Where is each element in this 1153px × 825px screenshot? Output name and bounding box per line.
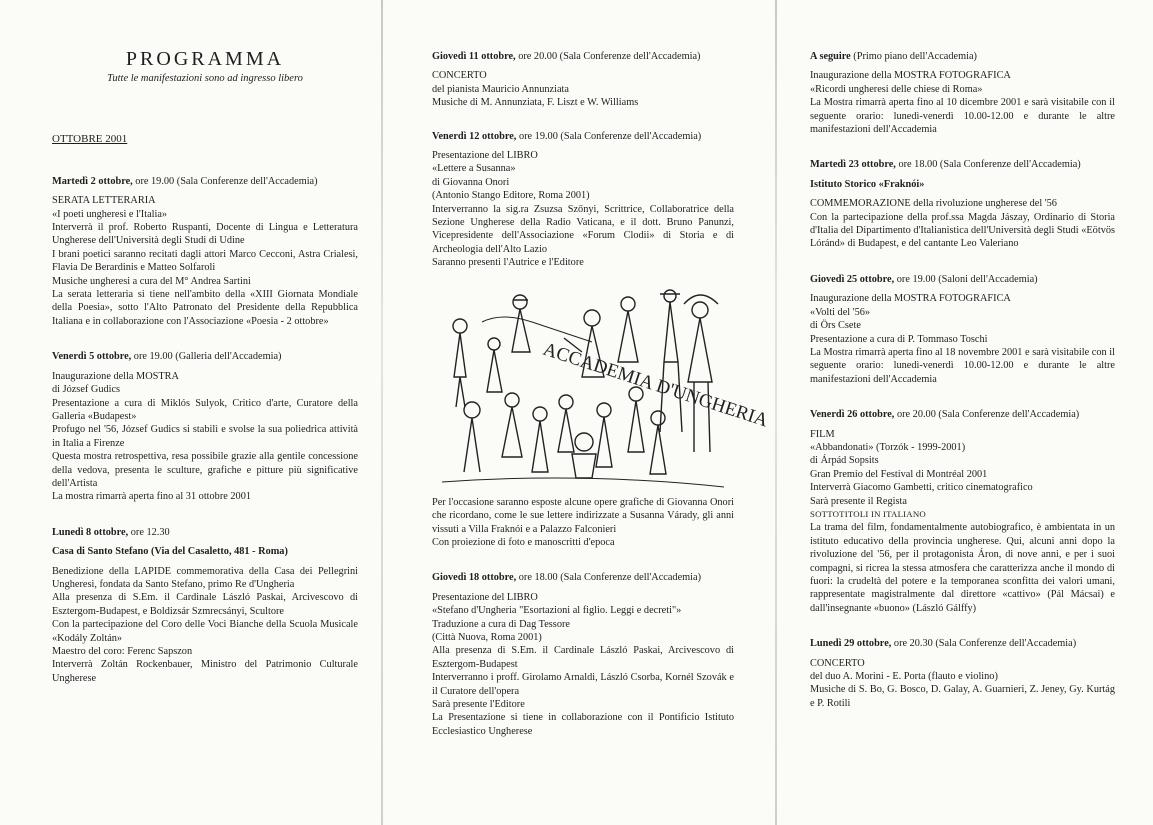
event-type: Inaugurazione della MOSTRA FOTOGRAFICA: [810, 293, 1011, 305]
event-line: del duo A. Morini - E. Porta (flauto e violino): [810, 671, 998, 683]
event-header: Lunedì 8 ottobre, ore 12.30: [52, 526, 170, 538]
event-5-ottobre: [52, 350, 358, 503]
event-line: Benedizione della LAPIDE commemorativa della Casa dei Pellegrini Ungheresi, fondata da Santo Stefano, primo Re d'Ungheria: [52, 565, 358, 590]
event-29-ottobre: [810, 637, 1115, 710]
event-header: Martedì 23 ottobre, ore 18.00 (Sala Conferenze dell'Accademia): [810, 159, 1081, 171]
event-type: SERATA LETTERARIA: [52, 195, 156, 207]
event-line: Sarà presente l'Editore: [432, 698, 525, 710]
subtitles-note: SOTTOTITOLI IN ITALIANO: [810, 508, 926, 519]
event-place: Istituto Storico «Fraknói»: [810, 178, 925, 190]
event-line: Con la partecipazione del Coro delle Voci Bianche della Scuola Musicale «Kodály Zoltán»: [52, 619, 358, 644]
event-line: La Presentazione si tiene in collaborazione con il Pontificio Istituto Ecclesiastico Ungherese: [432, 712, 734, 737]
event-line: La Mostra rimarrà aperta fino al 18 novembre 2001 e sarà visitabile con il seguente orario: lunedì-venerdì 10.00-12.00 e durante le altre manifestazioni dell'Accademia: [810, 346, 1115, 385]
event-line: di Árpád Sopsits: [810, 455, 879, 467]
event-subtitle: «I poeti ungheresi e l'Italia»: [52, 208, 168, 220]
event-line: Presentazione a cura di Miklós Sulyok, Critico d'arte, Curatore della Galleria «Budapest»: [52, 397, 358, 422]
event-line: Per l'occasione saranno esposte alcune opere grafiche di Giovanna Onori che ricordano, come le sue lettere indirizzate a Susanna Várady, gli anni vissuti a Villa Fraknói e a Palazzo Falconieri: [432, 496, 734, 535]
programme-subtitle: Tutte le manifestazioni sono ad ingresso libero: [107, 73, 303, 84]
event-line: Maestro del coro: Ferenc Sapszon: [52, 646, 193, 657]
event-line: Sarà presente il Regista: [810, 495, 907, 507]
event-11-ottobre: [432, 50, 734, 110]
event-line: Interverrà Zoltán Rockenbauer, Ministro del Patrimonio Culturale Ungherese: [52, 659, 358, 684]
month-heading: OTTOBRE 2001: [52, 133, 128, 146]
event-2-ottobre: [52, 175, 358, 328]
event-line: Traduzione a cura di Dag Tessore: [432, 618, 570, 630]
event-header: Giovedì 18 ottobre, ore 18.00 (Sala Conferenze dell'Accademia): [432, 572, 702, 584]
event-header: Martedì 2 ottobre, ore 19.00 (Sala Conferenze dell'Accademia): [52, 175, 318, 187]
event-type: COMMEMORAZIONE della rivoluzione ungherese del '56: [810, 198, 1057, 210]
event-type: Presentazione del LIBRO: [432, 591, 538, 603]
event-line: Interverrà Giacomo Gambetti, critico cinematografico: [810, 482, 1033, 494]
event-line: di Örs Csete: [810, 320, 861, 332]
event-line: di Giovanna Onori: [432, 176, 510, 188]
right-fold: [775, 0, 777, 825]
event-26-ottobre: [810, 408, 1115, 615]
column-right: [810, 50, 1115, 723]
illustration-lettering: ACCADEMIA D'UNGHERIA: [540, 338, 771, 432]
accademia-illustration: [432, 282, 771, 492]
event-header: Lunedì 29 ottobre, ore 20.30 (Sala Conferenze dell'Accademia): [810, 638, 1077, 650]
event-place: Casa di Santo Stefano (Via del Casaletto, 481 - Roma): [52, 546, 288, 558]
event-line: Interverrà il prof. Roberto Ruspanti, Docente di Lingua e Letteratura Ungherese dell'Università degli Studi di Udine: [52, 222, 358, 247]
event-header: Venerdì 5 ottobre, ore 19.00 (Galleria dell'Accademia): [52, 351, 282, 363]
event-line: Interverranno i proff. Girolamo Arnaldi, László Csorba, Kornél Szovák e il Curatore dell'opera: [432, 672, 734, 697]
event-type: Inaugurazione della MOSTRA: [52, 370, 179, 382]
event-line: I brani poetici saranno recitati dagli attori Marco Cecconi, Astra Crialesi, Flavia De Berardinis e Matteo Solfaroli: [52, 248, 358, 274]
event-subtitle: «Lettere a Susanna»: [432, 163, 516, 175]
event-subtitle: di József Gudics: [52, 384, 121, 396]
event-subtitle: «Volti del '56»: [810, 306, 871, 318]
event-line: Saranno presenti l'Autrice e l'Editore: [432, 257, 584, 269]
event-line: La serata letteraria si tiene nell'ambito della «XIII Giornata Mondiale della Poesia», sotto l'Alto Patronato del Presidente della Repubblica Italiana e in collaborazione con l'Associazione «Poesia - 2 ottobre»: [52, 289, 358, 327]
event-line: del pianista Mauricio Annunziata: [432, 83, 569, 95]
event-18-ottobre: [432, 571, 734, 738]
event-line: Musiche di M. Annunziata, F. Liszt e W. Williams: [432, 97, 639, 109]
event-line: (Antonio Stango Editore, Roma 2001): [432, 190, 590, 202]
event-line: Con la partecipazione della prof.ssa Magda Jászay, Ordinario di Storia d'Italia del Dipartimento d'Italianistica dell'Università degli Studi «Eötvös Lóránd» di Budapest, e del cantante Leo Valeriano: [810, 211, 1115, 250]
event-line: Questa mostra retrospettiva, resa possibile grazie alla gentile concessione della vedova, presenta le sculture, grafiche e pitture più significative dell'Artista: [52, 451, 358, 489]
event-12-ottobre: [432, 130, 771, 550]
event-subtitle: «Ricordi ungheresi delle chiese di Roma»: [810, 83, 983, 95]
event-line: La mostra rimarrà aperta fino al 31 ottobre 2001: [52, 491, 251, 503]
event-a-seguire: [810, 50, 1115, 136]
event-8-ottobre: [52, 526, 358, 685]
event-25-ottobre: [810, 273, 1115, 386]
event-line: Presentazione a cura di P. Tommaso Toschi: [810, 333, 988, 345]
event-header: Venerdì 26 ottobre, ore 20.00 (Sala Conferenze dell'Accademia): [810, 409, 1080, 421]
column-left: [52, 48, 358, 698]
event-type: FILM: [810, 428, 835, 440]
event-subtitle: «Abbandonati» (Torzók - 1999-2001): [810, 441, 966, 453]
event-line: La Mostra rimarrà aperta fino al 10 dicembre 2001 e sarà visitabile con il seguente orario: lunedì-venerdì 10.00-12.00 e durante le altre manifestazioni dell'Accademia: [810, 97, 1115, 136]
event-type: CONCERTO: [432, 70, 487, 82]
event-type: Inaugurazione della MOSTRA FOTOGRAFICA: [810, 70, 1011, 82]
event-header: Giovedì 25 ottobre, ore 19.00 (Saloni dell'Accademia): [810, 273, 1038, 285]
event-header: Venerdì 12 ottobre, ore 19.00 (Sala Conferenze dell'Accademia): [432, 130, 702, 142]
event-line: Profugo nel '56, József Gudics si stabilì e svolse la sua poliedrica attività in Italia a Firenze: [52, 424, 358, 449]
event-line: Gran Premio del Festival di Montréal 2001: [810, 468, 988, 480]
programme-title: PROGRAMMA: [125, 48, 285, 70]
event-line: Musiche di S. Bo, G. Bosco, D. Galay, A. Guarnieri, Z. Jeney, Gy. Kurtág e P. Rotili: [810, 684, 1115, 709]
event-line: Interverranno la sig.ra Zsuzsa Szőnyi, Scrittrice, Collaboratrice della Sezione Ungherese della Radio Vaticana, e il dott. Bruno Panunzi, Vicepresidente dell'Associazione «Forum Clodii» di Storia e di Archeologia dell'Alto Lazio: [432, 203, 734, 255]
event-23-ottobre: [810, 158, 1115, 250]
event-line: Alla presenza di S.Em. il Cardinale László Paskai, Arcivescovo di Esztergom-Budapest: [432, 645, 734, 670]
event-type: CONCERTO: [810, 657, 865, 669]
event-line: Con proiezione di foto e manoscritti d'epoca: [432, 536, 615, 548]
column-middle: [432, 50, 771, 751]
event-line: Musiche ungheresi a cura del M° Andrea Sartini: [52, 275, 251, 287]
event-type: Presentazione del LIBRO: [432, 150, 538, 162]
film-description: La trama del film, fondamentalmente autobiografico, è ambientata in un istituto educativo della provincia ungherese. Qui, alcuni anni dopo la rivoluzione del '56, per il protagonista Áron, di nove anni, e per i suoi compagni, si ricrea la stessa atmosfera che caratterizza anche il mondo di fuori: la crudeltà del potere e la temporanea sconfitta dei valori umani, rappresentate magistralmente dal direttore «cattivo» (Pál Mácsai) e dall'insegnante «buono» (László Gálffy): [810, 522, 1115, 614]
event-subtitle: «Stefano d'Ungheria "Esortazioni al figlio. Leggi e decreti"»: [432, 605, 682, 617]
event-header: Giovedì 11 ottobre, ore 20.00 (Sala Conferenze dell'Accademia): [432, 51, 701, 62]
left-fold: [381, 0, 383, 825]
event-header: A seguire (Primo piano dell'Accademia): [810, 51, 977, 62]
event-line: Alla presenza di S.Em. il Cardinale László Paskai, Arcivescovo di Esztergom-Budapest, e Boldizsár Szmrecsányi, Scultore: [52, 592, 358, 617]
event-line: (Città Nuova, Roma 2001): [432, 631, 542, 643]
